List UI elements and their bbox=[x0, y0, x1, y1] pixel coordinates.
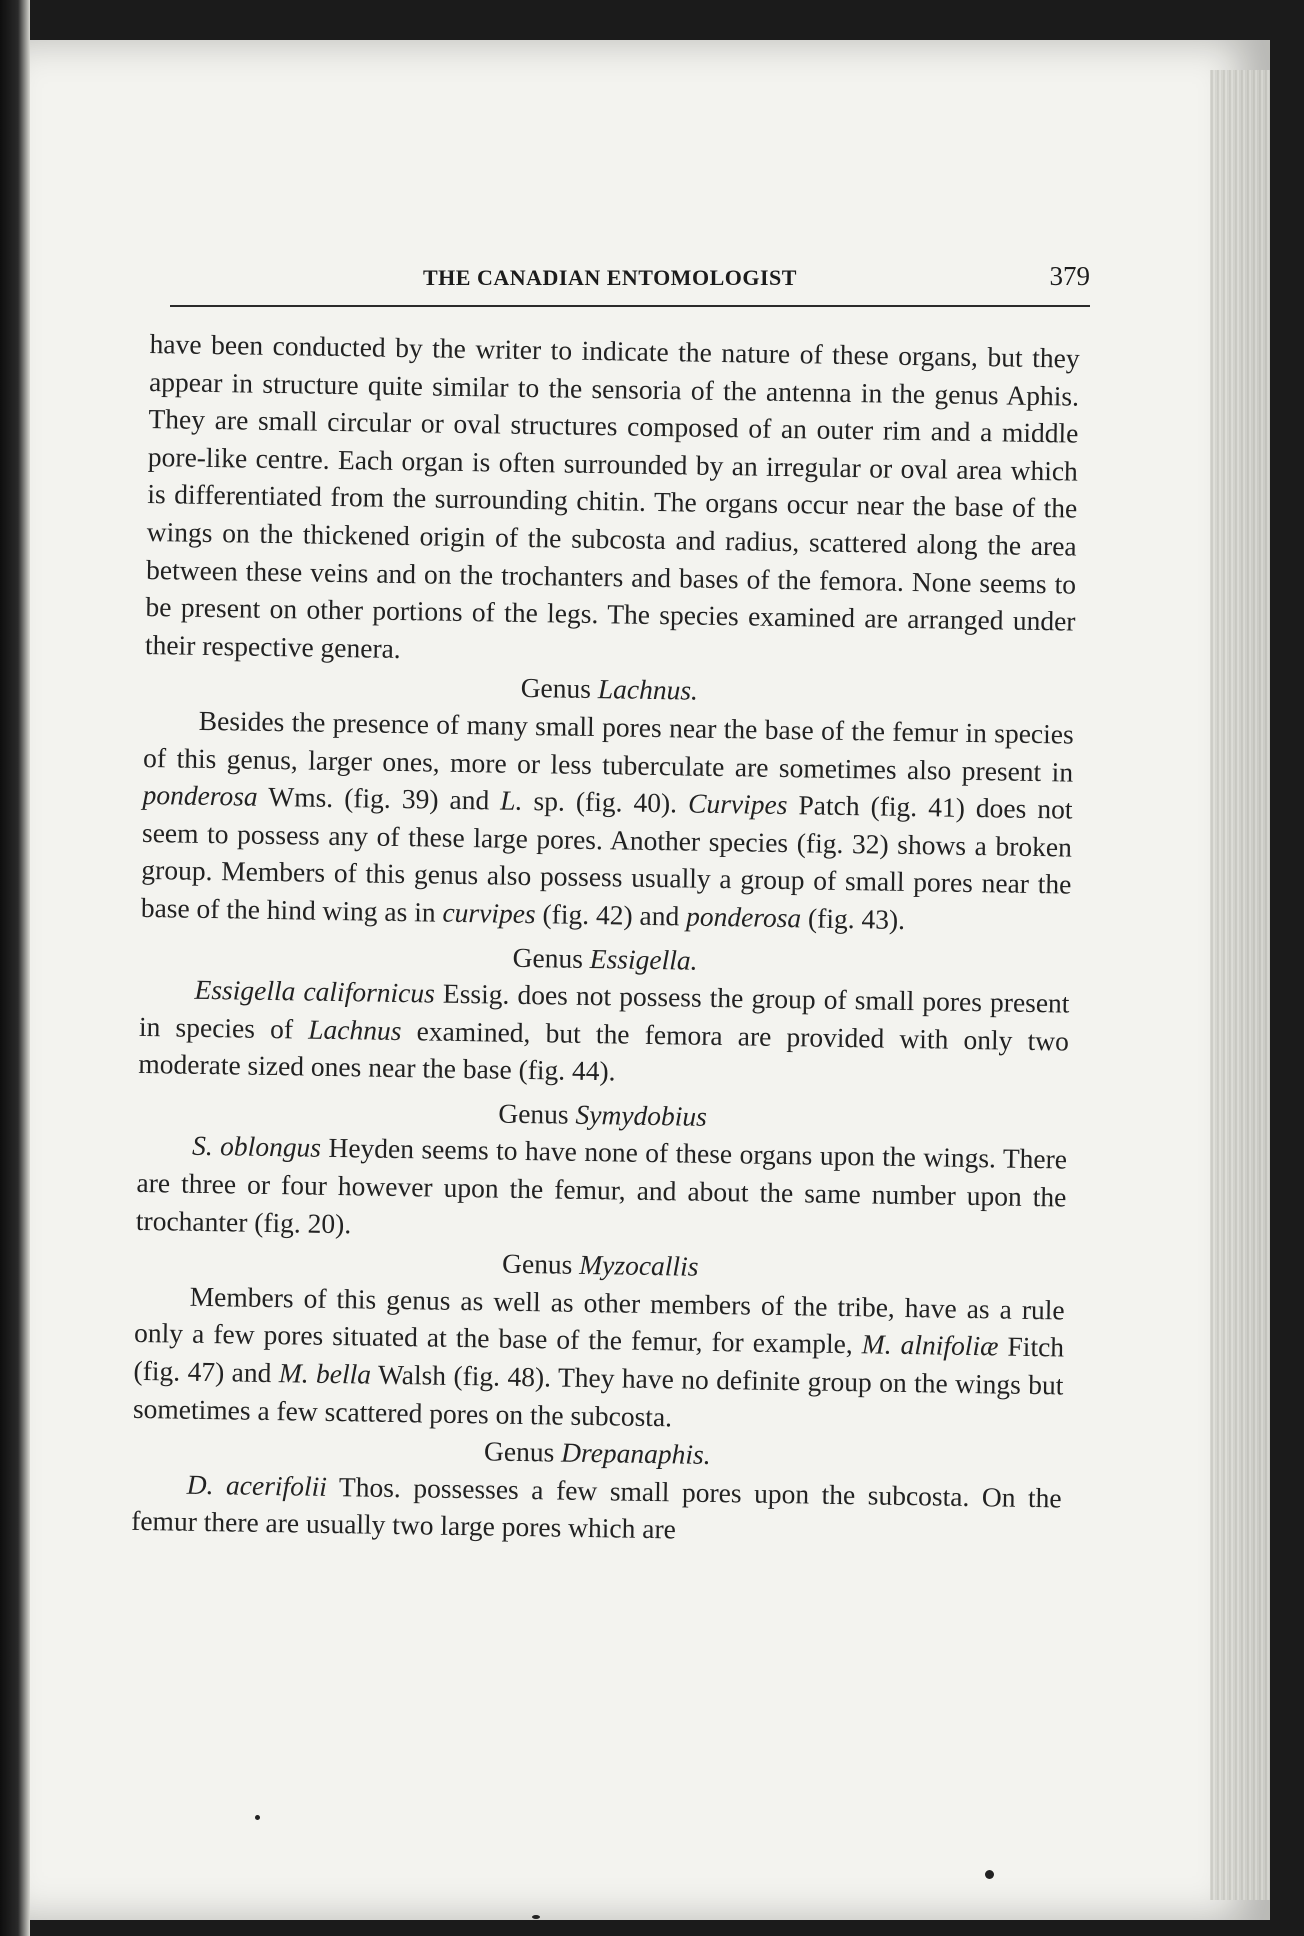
ink-speck bbox=[985, 1870, 994, 1879]
genus-heading-drepanaphis: Genus Drepanaphis. bbox=[483, 1435, 711, 1471]
drepanaphis-paragraph: D. acerifolii Thos. possesses a few small pores upon the subcosta. On the femur there are usually two large pores which are bbox=[130, 1468, 1062, 1545]
genus-heading-lachnus: Genus Lachnus. bbox=[520, 672, 699, 706]
myzocallis-paragraph: Members of this genus as well as other members of the tribe, have as a rule only a few pores situated at the base of the femur, for example, M. alnifoliæ Fitch (fig. 47) and M. bella Walsh (fig. 48). They have no definite group on the wings but sometimes a few scattered pores on the subcosta. bbox=[132, 1280, 1065, 1432]
essigella-paragraph: Essigella californicus Essig. does not possess the group of small pores present in species of Lachnus examined, but the femora are provided with only two moderate sized ones near the base (fig. 44). bbox=[138, 973, 1070, 1087]
page-header bbox=[170, 261, 1090, 305]
ink-speck bbox=[255, 1815, 260, 1820]
intro-paragraph: have been conducted by the writer to indicate the nature of these organs, but they appear in structure quite similar to the sensoria of the antenna in the genus Aphis. They are small circular or oval structures composed of an outer rim and a middle pore-like centre. Each organ is often surrounded by an irregular or oval area which is differentiated from the surrounding chitin. The organs occur near the base of the wings on the thickened origin of the subcosta and radius, scattered along the area between these veins and on the trochanters and bases of the femora. None seems to be present on other portions of the legs. The species examined are arranged under their respective genera. bbox=[144, 327, 1080, 664]
ink-speck bbox=[532, 1915, 540, 1919]
genus-heading-essigella: Genus Essigella. bbox=[512, 941, 698, 976]
genus-heading-myzocallis: Genus Myzocallis bbox=[501, 1247, 699, 1282]
page-edge bbox=[1210, 70, 1270, 1900]
body-text bbox=[131, 325, 1080, 1554]
book-spine-shadow bbox=[0, 0, 30, 1936]
running-head: THE CANADIAN ENTOMOLOGIST bbox=[423, 265, 797, 290]
header-rule bbox=[170, 305, 1090, 307]
genus-heading-symydobius: Genus Symydobius bbox=[498, 1097, 708, 1132]
lachnus-paragraph: Besides the presence of many small pores near the base of the femur in species of this genus, larger ones, more or less tuberculate are sometimes also present in ponderosa Wms. (fig. 39) and L. sp. (fig. 40). Curvipes Patch (fig. 41) does not seem to possess any of these large pores. Another species (fig. 32) shows a broken group. Members of this genus also possess usually a group of small pores near the base of the hind wing as in curvipes (fig. 42) and ponderosa (fig. 43). bbox=[140, 704, 1074, 935]
symydobius-paragraph: S. oblongus Heyden seems to have none of these organs upon the wings. There are three or four however upon the femur, and about the same number upon the trochanter (fig. 20). bbox=[135, 1130, 1068, 1239]
page-number: 379 bbox=[1049, 261, 1090, 291]
